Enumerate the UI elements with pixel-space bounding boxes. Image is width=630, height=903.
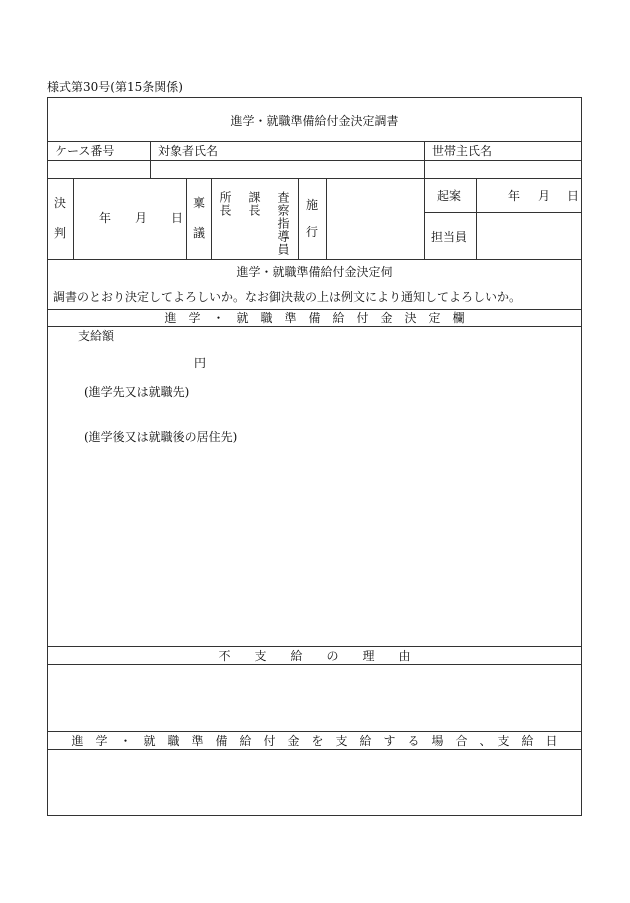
divider bbox=[47, 178, 582, 179]
yen-label: 円 bbox=[194, 356, 207, 370]
staff-label: 担当員 bbox=[431, 230, 468, 244]
section-chief-label: 課長 bbox=[247, 191, 261, 217]
han-label: 判 bbox=[54, 226, 67, 240]
divider bbox=[47, 731, 582, 732]
divider bbox=[211, 178, 212, 259]
case-number-label: ケース番号 bbox=[55, 144, 115, 158]
decision-year-label: 年 bbox=[99, 211, 112, 225]
inquiry-heading: 進学・就職準備給付金決定伺 bbox=[236, 265, 393, 279]
gi-label: 議 bbox=[193, 226, 206, 240]
ketsu-label: 決 bbox=[54, 196, 67, 210]
divider bbox=[47, 309, 582, 310]
inquiry-text: 調書のとおり決定してよろしいか。なお御決裁の上は例文により通知してよろしいか。 bbox=[53, 290, 522, 304]
divider bbox=[47, 141, 582, 142]
divider bbox=[47, 259, 582, 260]
divider bbox=[47, 646, 582, 647]
household-head-label: 世帯主氏名 bbox=[432, 144, 493, 158]
divider bbox=[186, 178, 187, 259]
school-or-employer-label: (進学先又は就職先) bbox=[84, 385, 190, 399]
payment-amount-label: 支給額 bbox=[78, 329, 115, 343]
divider bbox=[424, 178, 425, 259]
draft-year-label: 年 bbox=[508, 189, 521, 203]
form-title: 進学・就職準備給付金決定調書 bbox=[230, 114, 399, 128]
decision-month-label: 月 bbox=[135, 211, 148, 225]
form-number: 様式第30号(第15条関係) bbox=[47, 80, 183, 94]
divider bbox=[326, 178, 327, 259]
divider bbox=[73, 178, 74, 259]
target-name-field[interactable] bbox=[151, 161, 423, 177]
divider bbox=[47, 326, 582, 327]
rin-label: 稟 bbox=[193, 196, 206, 210]
enforcement-se-label: 施 bbox=[306, 198, 319, 212]
enforcement-kou-label: 行 bbox=[306, 225, 319, 239]
divider bbox=[424, 212, 582, 213]
household-head-field[interactable] bbox=[425, 161, 581, 177]
decision-day-label: 日 bbox=[171, 211, 184, 225]
decision-column-heading: 進 学 ・ 就 職 準 備 給 付 金 決 定 欄 bbox=[164, 311, 465, 325]
director-label: 所長 bbox=[218, 191, 232, 217]
residence-after-label: (進学後又は就職後の居住先) bbox=[84, 430, 238, 444]
draft-day-label: 日 bbox=[567, 189, 580, 203]
target-name-label: 対象者氏名 bbox=[158, 144, 219, 158]
draft-label: 起案 bbox=[437, 189, 462, 203]
non-payment-reason-field[interactable] bbox=[48, 665, 581, 730]
payment-date-heading: 進 学 ・ 就 職 準 備 給 付 金 を 支 給 す る 場 合 、 支 給 日 bbox=[71, 734, 558, 748]
payment-date-field[interactable] bbox=[48, 750, 581, 815]
divider bbox=[298, 178, 299, 259]
case-number-field[interactable] bbox=[48, 161, 149, 177]
divider bbox=[476, 178, 477, 259]
supervisor-label: 査察指導員 bbox=[276, 191, 290, 256]
non-payment-heading: 不 支 給 の 理 由 bbox=[218, 649, 411, 663]
draft-month-label: 月 bbox=[538, 189, 551, 203]
